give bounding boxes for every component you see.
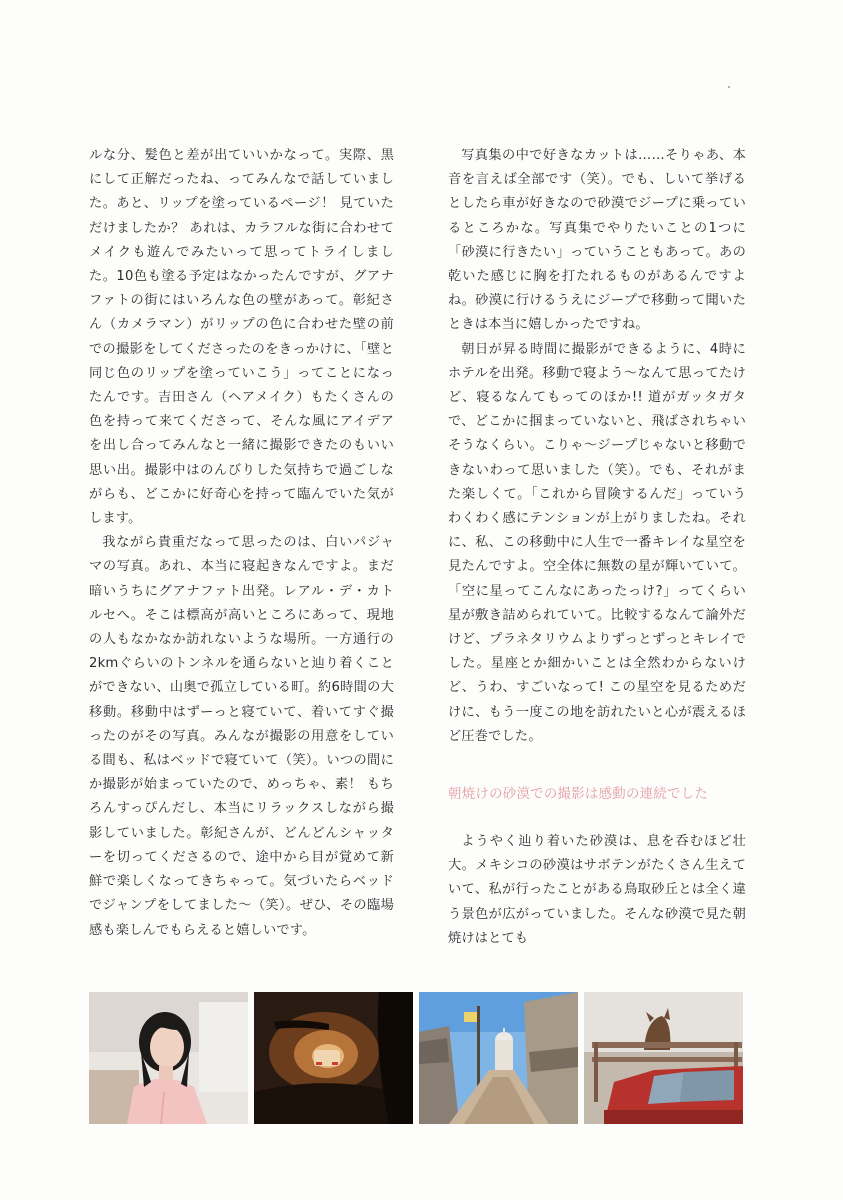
paragraph-5: ようやく辿り着いた砂漠は、息を呑むほど壮大。メキシコの砂漠はサボテンがたくさん生えていて、私が行ったことがある鳥取砂丘とは全く違う景色が広がっていました。そんな砂漠で見た朝焼けはとても — [448, 834, 746, 946]
paragraph-3: 写真集の中で好きなカットは……そりゃあ、本音を言えば全部です（笑）。でも、しいて挙げるとしたら車が好きなので砂漠でジープに乗っているところかな。写真集でやりたいことの1つに「砂漠に行きたい」っていうこともあって。あの乾いた感じに胸を打たれるものがあるんですよね。砂漠に行けるうえにジープで移動って聞いたときは本当に嬉しかったですね。 — [448, 148, 746, 333]
photo-woman-portrait — [89, 992, 248, 1124]
page-speck — [728, 86, 730, 88]
article-left-column — [89, 144, 394, 943]
article-right-column — [448, 144, 746, 749]
paragraph-1: ルな分、髪色と差が出ていいかなって。実際、黒にして正解だったね、ってみんなで話していました。あと、リップを塗っているページ！ 見ていただけましたか？ あれは、カラフルな街に合わせてメイクも遊んでみたいって思ってトライしました。10色も塗る予定はなかったんですが、グアナファトの街にはいろんな色の壁があって。彰紀さん（カメラマン）がリップの色に合わせた壁の前での撮影をしてくださったのをきっかけに、「壁と同じ色のリップを塗っていこう」ってことになったんです。吉田さん（ヘアメイク）もたくさんの色を持って来てくださって、そんな風にアイデアを出し合ってみんなと一緒に撮影できたのもいい思い出。撮影中はのんびりした気持ちで過ごしながらも、どこかに好奇心を持って臨んでいた気がします。 — [89, 148, 394, 527]
article-section-body — [448, 830, 746, 951]
section-heading: 朝焼けの砂漠での撮影は感動の連続でした — [448, 787, 709, 802]
photo-horse-truck — [584, 992, 743, 1124]
photo-strip — [89, 992, 743, 1124]
paragraph-2: 我ながら貴重だなって思ったのは、白いパジャマの写真。あれ、本当に寝起きなんですよ。まだ暗いうちにグアナファト出発。レアル・デ・カトルセへ。そこは標高が高いところにあって、現地の人もなかなか訪れないような場所。一方通行の2kmぐらいのトンネルを通らないと辿り着くことができない、山奥で孤立している町。約6時間の大移動。移動中はずーっと寝ていて、着いてすぐ撮ったのがその写真。みんなが撮影の用意をしている間も、私はベッドで寝ていて（笑）。いつの間にか撮影が始まっていたので、めっちゃ、素！ もちろんすっぴんだし、本当にリラックスしながら撮影していました。彰紀さんが、どんどんシャッターを切ってくださるので、途中から目が覚めて新鮮で楽しくなってきちゃって。気づいたらベッドでジャンプをしてました～（笑）。ぜひ、その臨場感も楽しんでもらえると嬉しいです。 — [89, 535, 394, 938]
photo-tunnel-drive — [254, 992, 413, 1124]
paragraph-4: 朝日が昇る時間に撮影ができるように、4時にホテルを出発。移動で寝よう～なんて思ってたけど、寝るなんてもってのほか!! 道がガッタガタで、どこかに掴まっていないと、飛ばされちゃいそうなくらい。こりゃ～ジープじゃないと移動できないわって思いました（笑）。でも、それがまた楽しくて。「これから冒険するんだ」っていうわくわく感にテンションが上がりましたね。それに、私、この移動中に人生で一番キレイな星空を見たんですよ。空全体に無数の星が輝いていて。「空に星ってこんなにあったっけ?」ってくらい星が敷き詰められていて。比較するなんて論外だけど、プラネタリウムよりずっとずっとキレイでした。星座とか細かいことは全然わからないけど、うわ、すごいなって! この星空を見るためだけに、もう一度この地を訪れたいと心が震えるほど圧巻でした。 — [448, 341, 746, 744]
photo-town-street — [419, 992, 578, 1124]
